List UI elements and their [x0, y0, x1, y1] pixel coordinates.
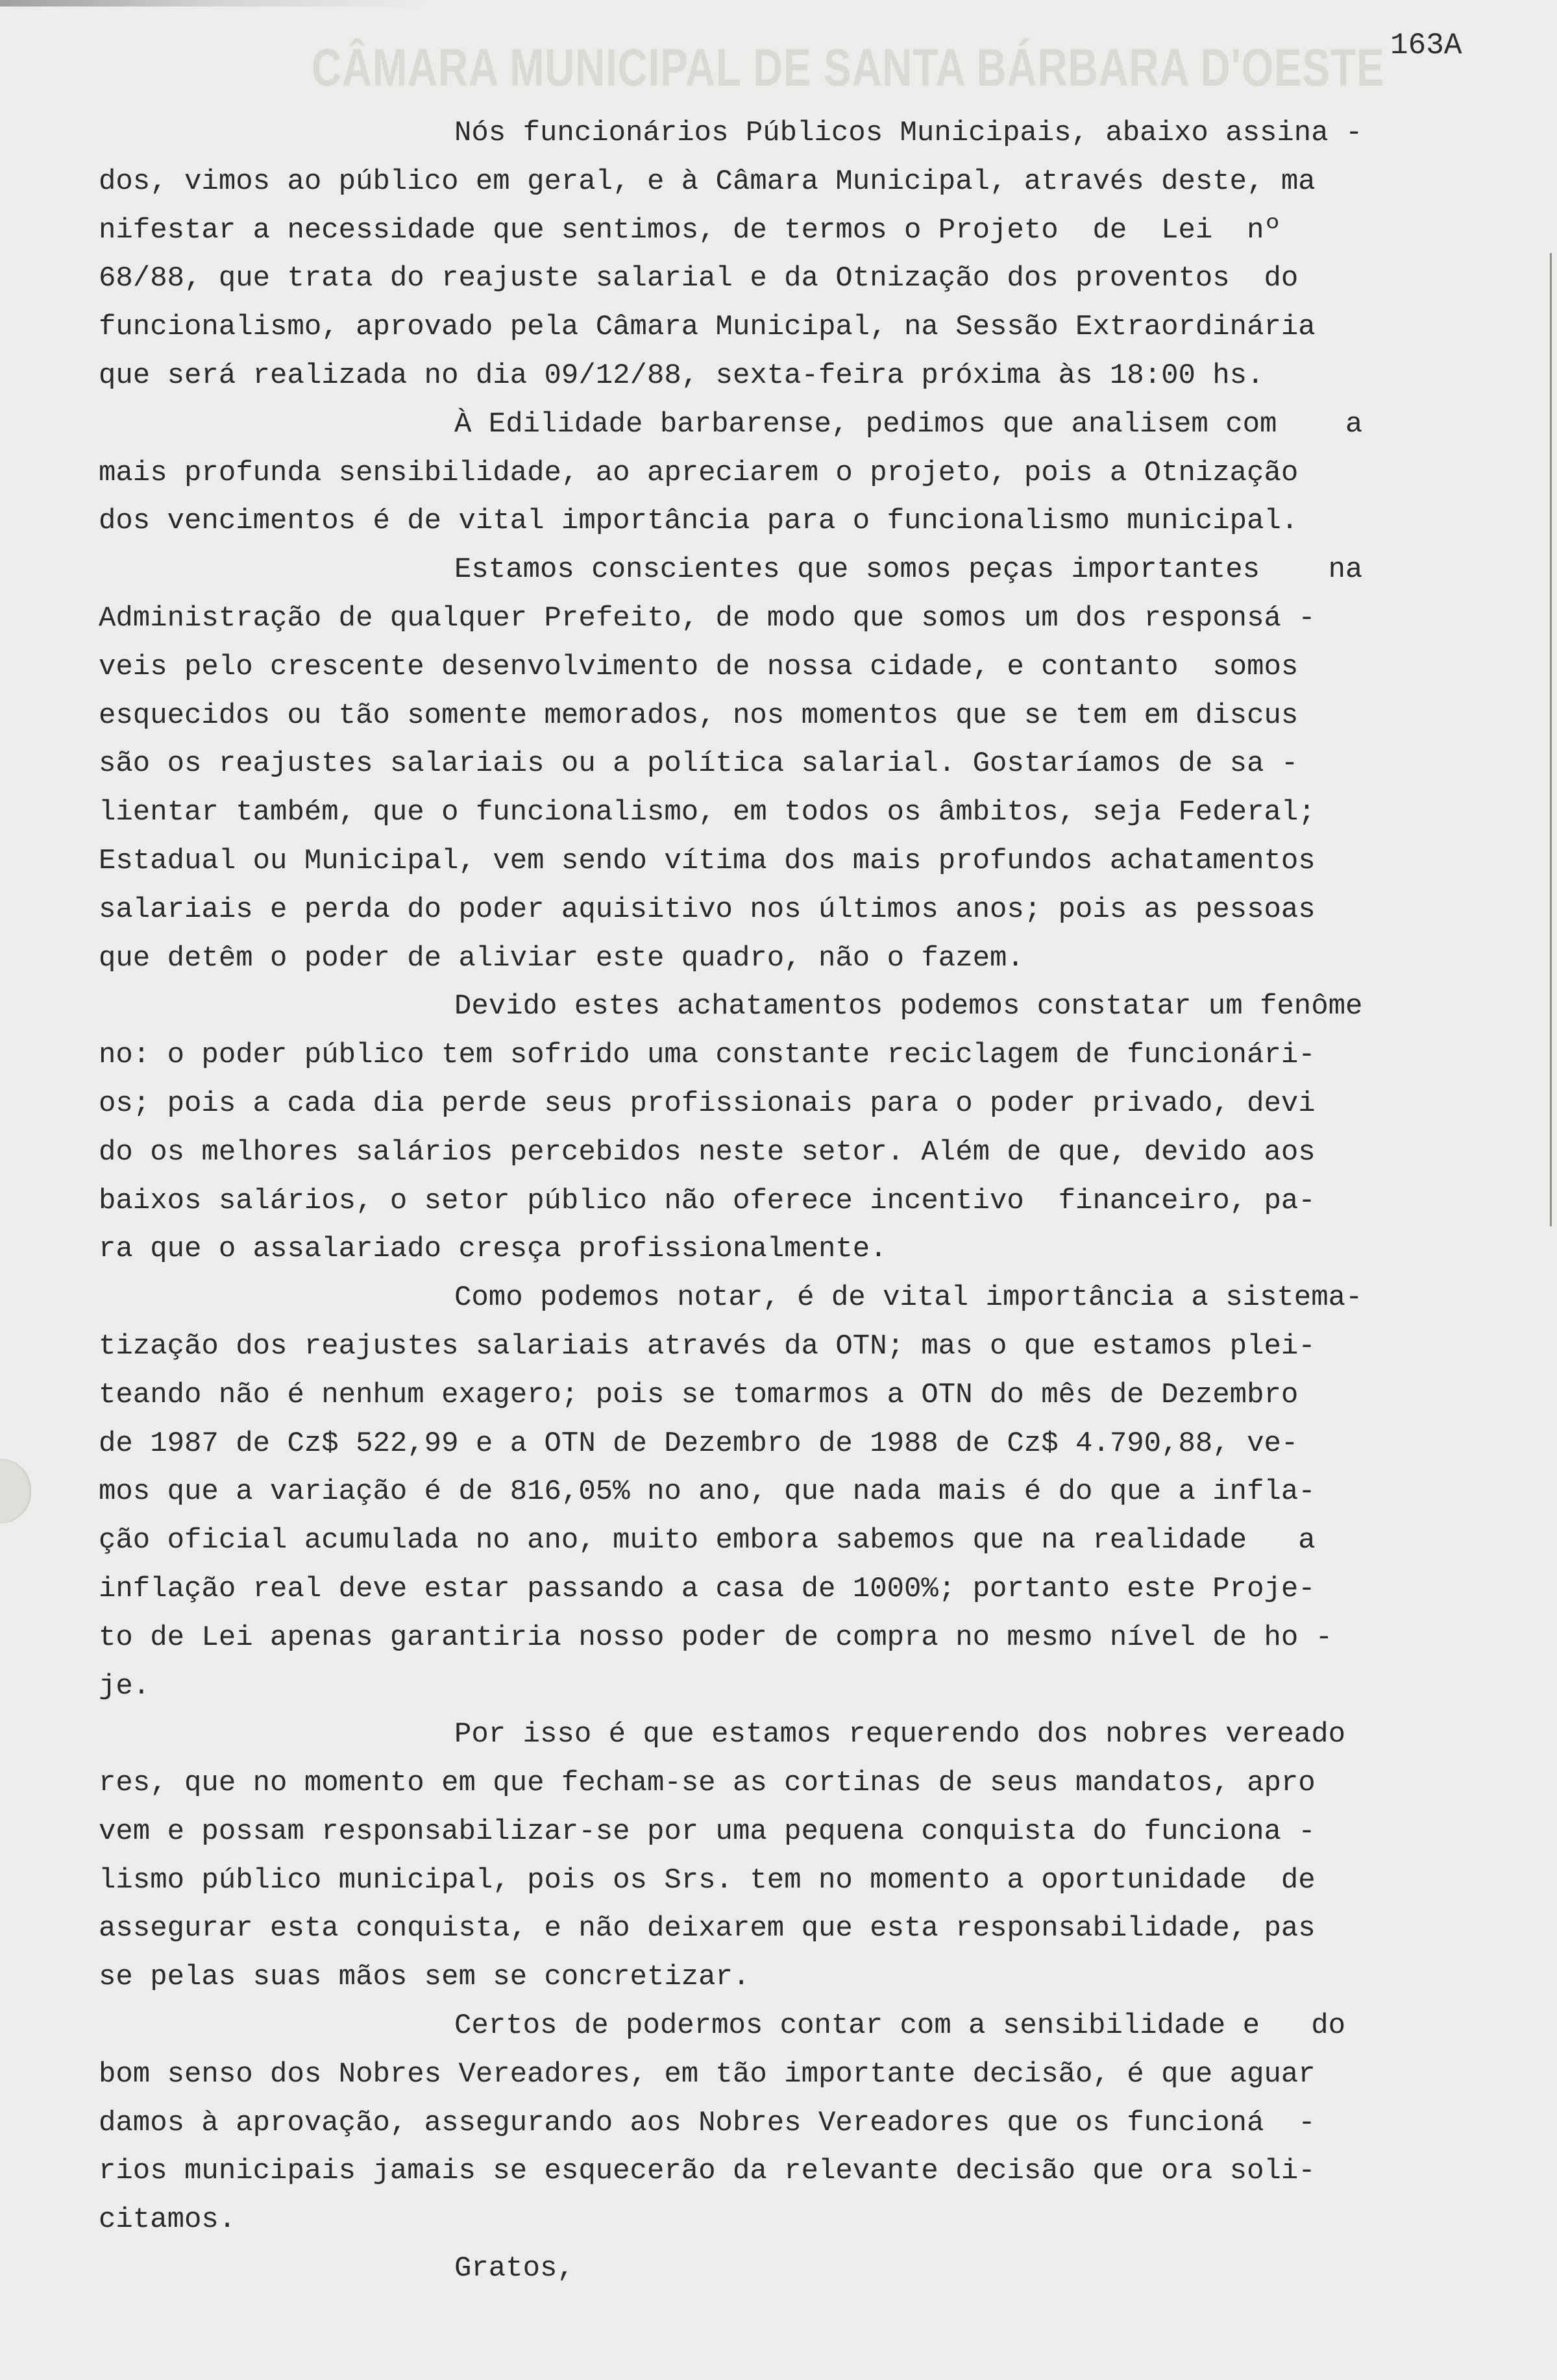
text-line: res, que no momento em que fecham-se as cortinas de seus mandatos, apro [99, 1767, 1316, 1800]
page-number: 163A [1390, 29, 1462, 62]
text-line: Devido estes achatamentos podemos constatar um fenôme [454, 990, 1363, 1023]
text-line: tização dos reajustes salariais através da OTN; mas o que estamos plei- [99, 1330, 1316, 1363]
text-line: veis pelo crescente desenvolvimento de nossa cidade, e contanto somos [99, 650, 1299, 683]
text-line: mais profunda sensibilidade, ao apreciarem o projeto, pois a Otnização [99, 456, 1299, 489]
text-line: citamos. [99, 2204, 236, 2237]
text-line: lientar também, que o funcionalismo, em todos os âmbitos, seja Federal; [99, 796, 1316, 829]
text-line: Estamos conscientes que somos peças importantes na [454, 553, 1363, 587]
text-line: salariais e perda do poder aquisitivo nos últimos anos; pois as pessoas [99, 893, 1316, 926]
text-line: teando não é nenhum exagero; pois se tomarmos a OTN do mês de Dezembro [99, 1378, 1299, 1411]
text-line: assegurar esta conquista, e não deixarem que esta responsabilidade, pas [99, 1912, 1316, 1945]
text-line: Gratos, [454, 2252, 574, 2285]
text-line: são os reajustes salariais ou a política salarial. Gostaríamos de sa - [99, 747, 1299, 781]
margin-line [1550, 253, 1552, 1226]
punch-hole [0, 1459, 31, 1524]
text-line: de 1987 de Cz$ 522,99 e a OTN de Dezembro de 1988 de Cz$ 4.790,88, ve- [99, 1427, 1299, 1460]
text-line: Como podemos notar, é de vital importância a sistema- [454, 1281, 1363, 1315]
text-line: que detêm o poder de aliviar este quadro, não o fazem. [99, 941, 1024, 975]
text-line: do os melhores salários percebidos neste setor. Além de que, devido aos [99, 1135, 1316, 1169]
text-line: inflação real deve estar passando a casa de 1000%; portanto este Proje- [99, 1572, 1316, 1605]
text-line: dos vencimentos é de vital importância para o funcionalismo municipal. [99, 505, 1299, 538]
text-line: Por isso é que estamos requerendo dos nobres vereado [454, 1718, 1346, 1751]
text-line: 68/88, que trata do reajuste salarial e da Otnização dos proventos do [99, 262, 1299, 295]
letter-body [99, 109, 1514, 2293]
text-line: funcionalismo, aprovado pela Câmara Municipal, na Sessão Extraordinária [99, 311, 1316, 344]
text-line: Estadual ou Municipal, vem sendo vítima dos mais profundos achatamentos [99, 844, 1316, 877]
text-line: je. [99, 1670, 151, 1703]
text-line: damos à aprovação, assegurando aos Nobres Vereadores que os funcioná - [99, 2106, 1316, 2139]
text-line: Administração de qualquer Prefeito, de modo que somos um dos responsá - [99, 601, 1316, 635]
text-line: Nós funcionários Públicos Municipais, abaixo assina - [454, 117, 1363, 149]
text-line: rios municipais jamais se esquecerão da relevante decisão que ora soli- [99, 2155, 1316, 2188]
text-line: nifestar a necessidade que sentimos, de termos o Projeto de Lei nº [99, 213, 1281, 247]
text-line: ção oficial acumulada no ano, muito embora sabemos que na realidade a [99, 1524, 1316, 1557]
letterhead-watermark: CÂMARA MUNICIPAL DE SANTA BÁRBARA D'OESTE [312, 38, 1385, 97]
text-line: vem e possam responsabilizar-se por uma pequena conquista do funciona - [99, 1815, 1316, 1848]
text-line: ra que o assalariado cresça profissionalmente. [99, 1233, 887, 1266]
text-line: que será realizada no dia 09/12/88, sexta-feira próxima às 18:00 hs. [99, 359, 1264, 392]
text-line: Certos de podermos contar com a sensibilidade e do [454, 2010, 1346, 2043]
text-line: dos, vimos ao público em geral, e à Câmara Municipal, através deste, ma [99, 165, 1316, 198]
text-line: bom senso dos Nobres Vereadores, em tão importante decisão, é que aguar [99, 2058, 1316, 2091]
text-line: esquecidos ou tão somente memorados, nos momentos que se tem em discus [99, 699, 1299, 732]
text-line: no: o poder público tem sofrido uma constante reciclagem de funcionári- [99, 1039, 1316, 1072]
text-line: mos que a variação é de 816,05% no ano, que nada mais é do que a infla- [99, 1475, 1316, 1509]
scan-edge-strip [0, 0, 714, 6]
text-line: os; pois a cada dia perde seus profissionais para o poder privado, devi [99, 1087, 1316, 1120]
text-line: À Edilidade barbarense, pedimos que analisem com a [454, 407, 1363, 441]
text-line: baixos salários, o setor público não oferece incentivo financeiro, pa- [99, 1184, 1316, 1217]
text-line: lismo público municipal, pois os Srs. tem no momento a oportunidade de [99, 1864, 1316, 1897]
text-line: to de Lei apenas garantiria nosso poder de compra no mesmo nível de ho - [99, 1621, 1333, 1654]
text-line: se pelas suas mãos sem se concretizar. [99, 1961, 750, 1994]
